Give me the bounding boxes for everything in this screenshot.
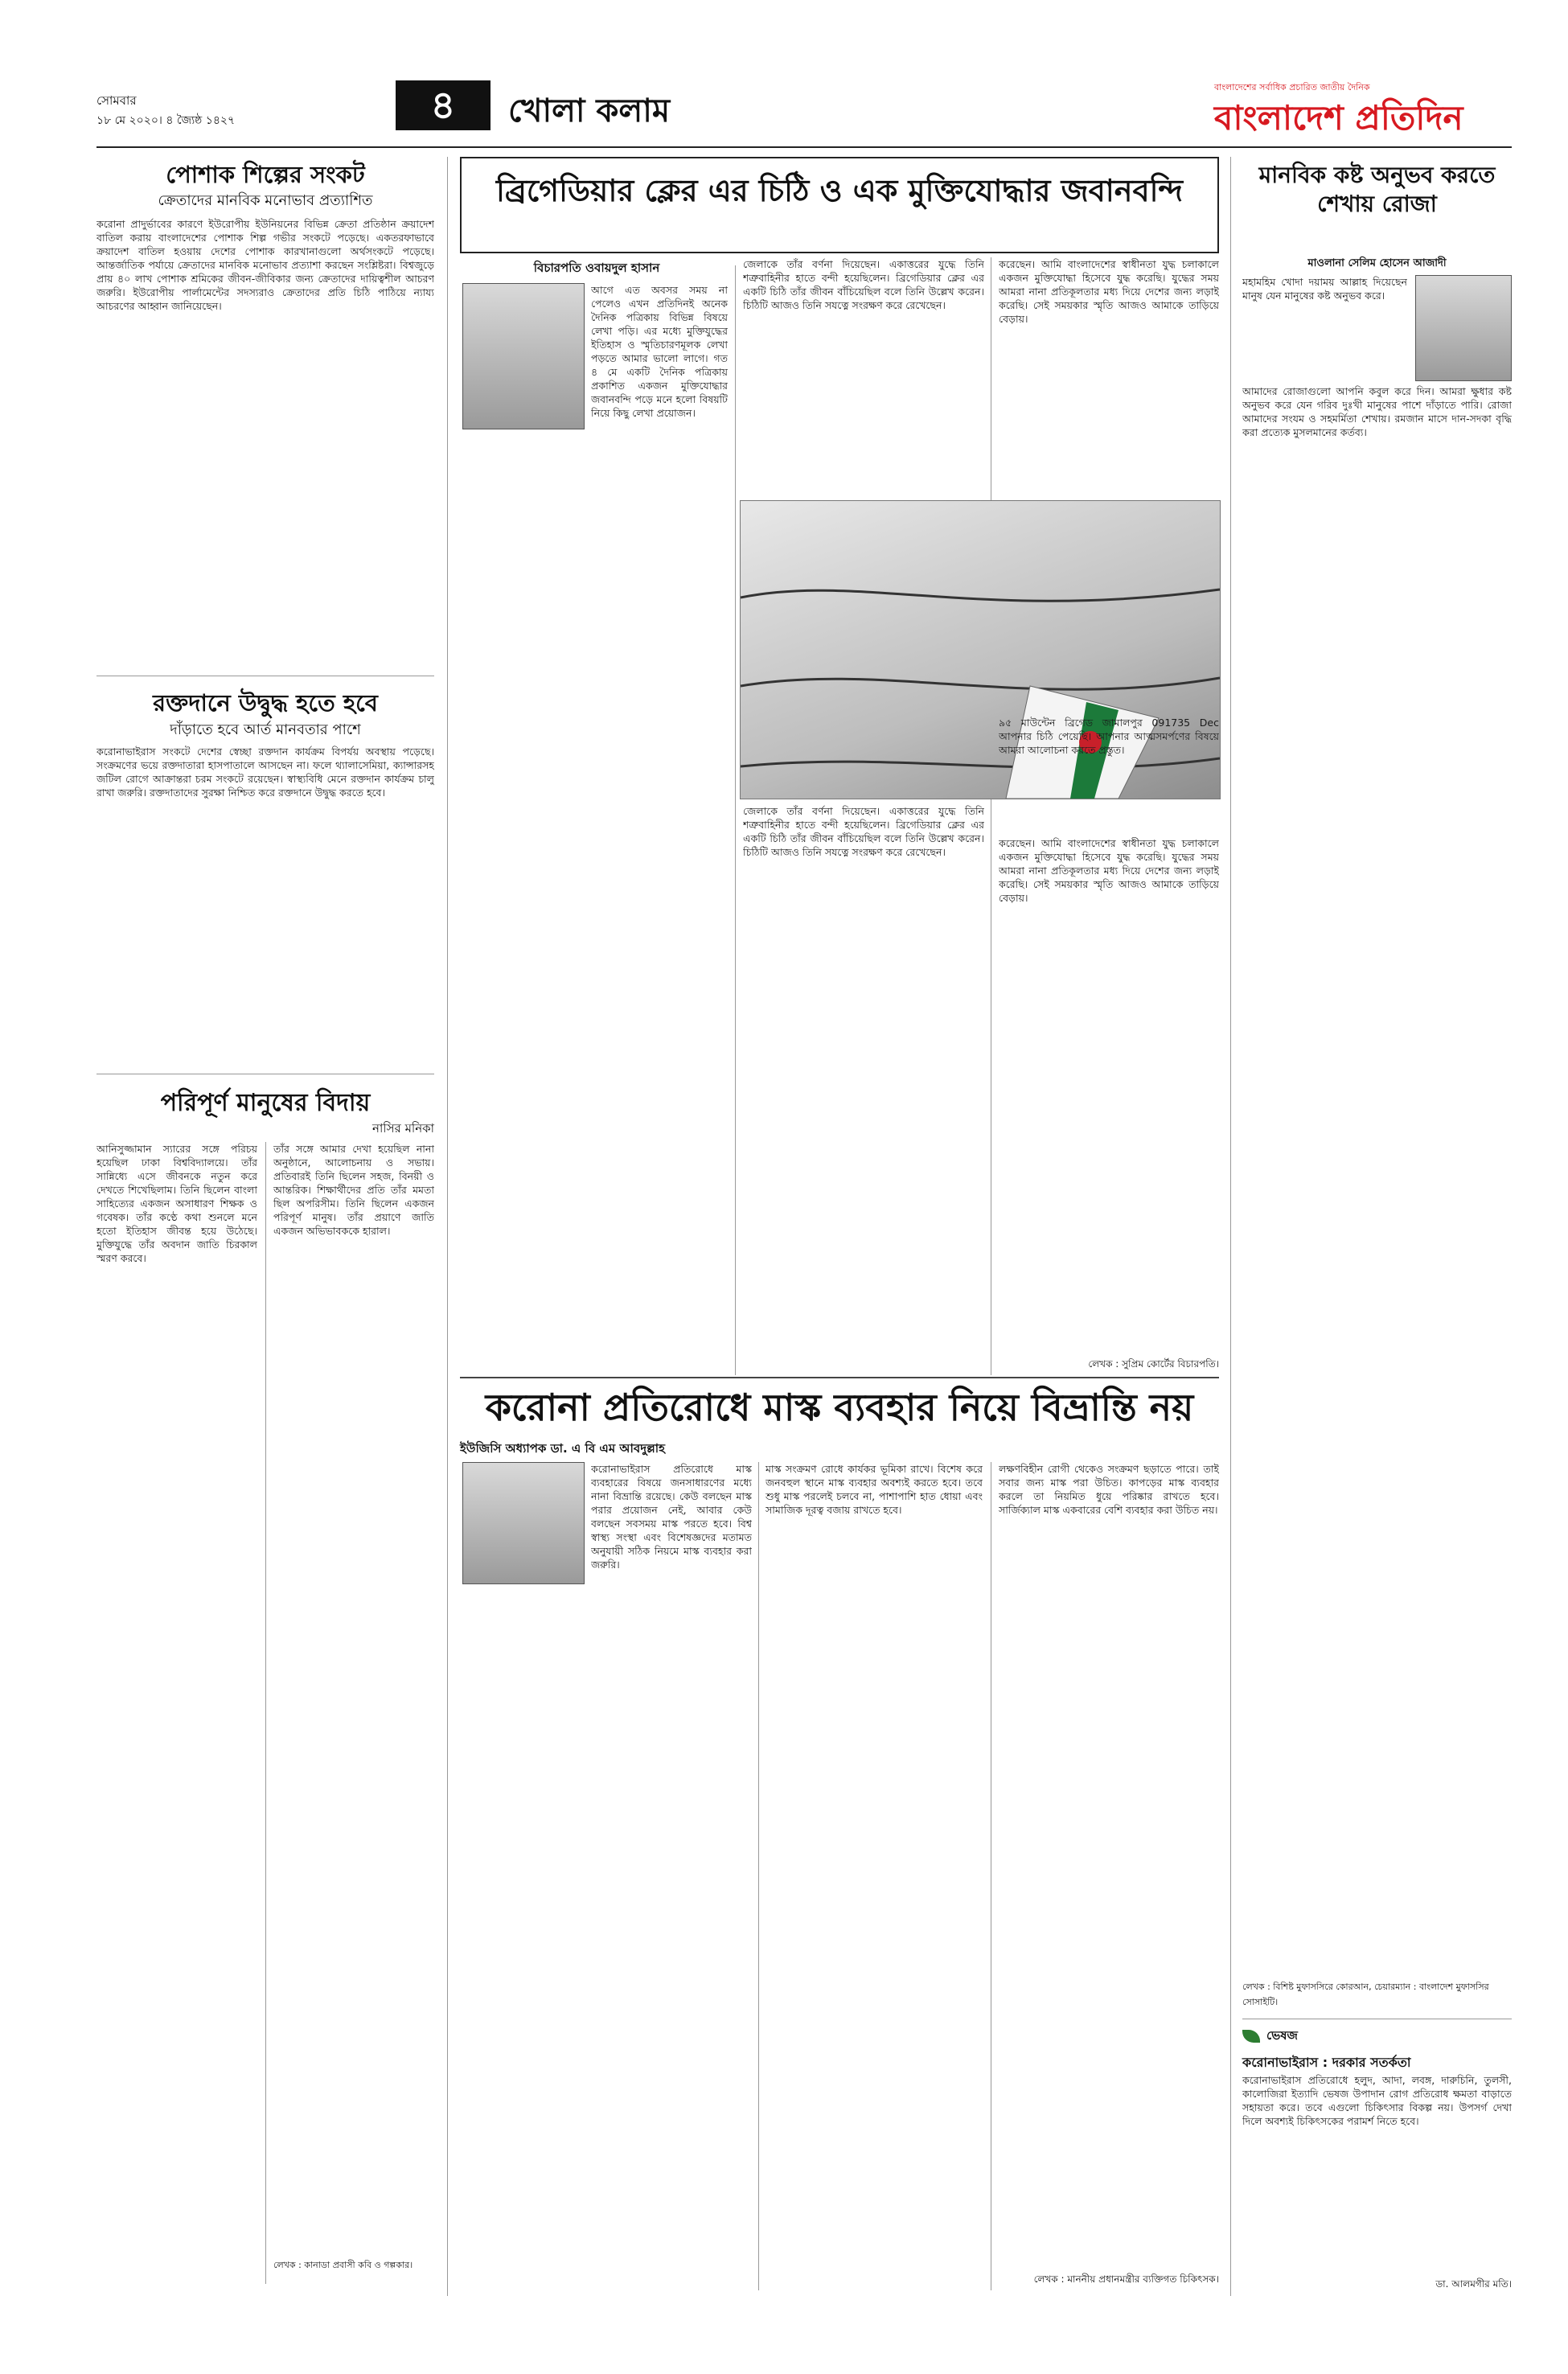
article-blood-donation: করোনাভাইরাস সংকটে দেশের স্বেচ্ছা রক্তদান কার্যক্রম বিপর্যয় অবস্থায় পড়েছে। সংক্রমণের ভয়ে রক্তদাতারা হাসপাতালে আসছেন না। ফলে থ্যালাসেমিয়া, ক্যান্সারসহ জটিল রোগে আক্রান্তরা চরম সংকটে রয়েছেন। স্বাস্থ্যবিধি মেনে রক্তদান কার্যক্রম চালু রাখা জরুরি। রক্তদাতাদের সুরক্ষা নিশ্চিত করে রক্তদানে উদ্বুদ্ধ করতে হবে। [96,745,434,799]
headline-herbal: করোনাভাইরাস : দরকার সতর্কতা [1242,2055,1411,2070]
article-garment-crisis: করোনা প্রাদুর্ভাবের কারণে ইউরোপীয় ইউনিয়নের বিভিন্ন ক্রেতা প্রতিষ্ঠান ক্রয়াদেশ বাতিল করায় বাংলাদেশের পোশাক শিল্প গভীর সংকটে পড়েছে। একতরফাভাবে ক্রয়াদেশ বাতিল হওয়ায় দেশের পোশাক কারখানাগুলো অর্থসংকটে পড়েছে। আন্তর্জাতিক পর্যায়ে ক্রেতাদের মানবিক মনোভাব প্রত্যাশা করছেন সংশ্লিষ্টরা। বিশ্বজুড়ে প্রায় ৪০ লাখ পোশাক শ্রমিকের জীবন-জীবিকার জন্য ক্রেতাদের দায়িত্বশীল আচরণ জরুরি। ইউরোপীয় পার্লামেন্টের সদস্যরাও ক্রেতাদের প্রতি চিঠি পাঠিয়ে ন্যায্য আচরণের আহ্বান জানিয়েছেন। [96,218,434,312]
byline-farewell: নাসির মনিকা [372,1121,434,1136]
masthead-rule [96,146,1512,148]
article-mask-col1: করোনাভাইরাস প্রতিরোধে মাস্ক ব্যবহারের বিষয়ে জনসাধারণের মধ্যে নানা বিভ্রান্তি রয়েছে। কেউ বলছেন মাস্ক পরার প্রয়োজন নেই, আবার কেউ বলছেন সবসময় মাস্ক পরতে হবে। বিশ্ব স্বাস্থ্য সংস্থা এবং বিশেষজ্ঞদের মতামত অনুযায়ী সঠিক নিয়মে মাস্ক ব্যবহার করা জরুরি। [591,1463,752,1571]
column-divider [1230,157,1231,2296]
headline-brigadier-letter-box [460,157,1219,253]
letter-quote: ৯৫ মাউন্টেন ব্রিগেড জামালপুর 091735 Dec আপনার চিঠি পেয়েছি। আপনার আত্মসমর্পণের বিষয়ে আমরা আলোচনা করতে প্রস্তুত। [999,717,1219,756]
subtitle-garment-crisis: ক্রেতাদের মানবিক মনোভাব প্রত্যাশিত [158,192,373,209]
writer-mask: লেখক : মাননীয় প্রধানমন্ত্রীর ব্যক্তিগত চিকিৎসক। [1033,2273,1219,2285]
byline-ramadan: মাওলানা সেলিম হোসেন আজাদী [1307,257,1447,269]
byline-mask-usage: ইউজিসি অধ্যাপক ডা. এ বি এম আবদুল্লাহ [460,1441,666,1456]
column-divider [735,265,736,1375]
article-farewell-col2: তাঁর সঙ্গে আমার দেখা হয়েছিল নানা অনুষ্ঠানে, আলোচনায় ও সভায়। প্রতিবারই তিনি ছিলেন সহজ, বিনয়ী ও আন্তরিক। শিক্ষার্থীদের প্রতি তাঁর মমতা ছিল অপরিসীম। তিনি ছিলেন একজন পরিপূর্ণ মানুষ। তাঁর প্রয়াণে জাতি একজন অভিভাবককে হারাল। [273,1143,434,1237]
page-number-box [396,80,491,130]
leaf-icon [1242,2030,1260,2043]
byline-brigadier-letter: বিচারপতি ওবায়দুল হাসান [533,261,660,275]
article-herbal: করোনাভাইরাস প্রতিরোধে হলুদ, আদা, লবঙ্গ, দারুচিনি, তুলসী, কালোজিরা ইত্যাদি ভেষজ উপাদান রোগ প্রতিরোধ ক্ষমতা বাড়াতে সহায়তা করে। তবে এগুলো চিকিৎসার বিকল্প নয়। উপসর্গ দেখা দিলে অবশ্যই চিকিৎসকের পরামর্শ নিতে হবে। [1242,2074,1512,2127]
author-photo-abdullah [462,1462,585,1584]
article-brigadier-col1: আগে এত অবসর সময় না পেলেও এখন প্রতিদিনই অনেক দৈনিক পত্রিকায় বিভিন্ন বিষয়ে লেখা পড়ি। এর মধ্যে মুক্তিযুদ্ধের ইতিহাস ও স্মৃতিচারণমূলক লেখা পড়তে আমার ভালো লাগে। গত ৪ মে একটি দৈনিক পত্রিকায় প্রকাশিত একজন মুক্তিযোদ্ধার জবানবন্দি পড়ে মনে হলো বিষয়টি নিয়ে কিছু লেখা প্রয়োজন। [591,284,728,419]
divider [460,1377,1219,1378]
article-farewell-col1: আনিসুজ্জামান স্যারের সঙ্গে পরিচয় হয়েছিল ঢাকা বিশ্ববিদ্যালয়ে। তাঁর সান্নিধ্যে এসে জীবনকে নতুন করে দেখতে শিখেছিলাম। তিনি ছিলেন বাংলা সাহিত্যের একজন অসাধারণ শিক্ষক ও গবেষক। তাঁর কণ্ঠে কথা শুনলে মনে হতো ইতিহাস জীবন্ত হয়ে উঠেছে। মুক্তিযুদ্ধে তাঁর অবদান জাতি চিরকাল স্মরণ করবে। [96,1143,257,1264]
article-brigadier-col3b: করেছেন। আমি বাংলাদেশের স্বাধীনতা যুদ্ধ চলাকালে একজন মুক্তিযোদ্ধা হিসেবে যুদ্ধ করেছি। যুদ্ধের সময় আমরা নানা প্রতিকূলতার মধ্য দিয়ে দেশের জন্য লড়াই করেছি। সেই সময়কার স্মৃতি আজও আমাকে তাড়িয়ে বেড়ায়। [999,837,1219,904]
paper-tagline: বাংলাদেশের সর্বাধিক প্রচারিত জাতীয় দৈনিক [1214,82,1370,92]
writer-herbal: ডা. আলমগীর মতি। [1435,2278,1512,2290]
article-mask-col3: লক্ষণবিহীন রোগী থেকেও সংক্রমণ ছড়াতে পারে। তাই সবার জন্য মাস্ক পরা উচিত। কাপড়ের মাস্ক ব্যবহার করলে তা নিয়মিত ধুয়ে পরিষ্কার রাখতে হবে। সার্জিক্যাল মাস্ক একবারের বেশি ব্যবহার করা উচিত নয়। [999,1463,1219,1516]
herbal-label: ভেষজ [1266,2027,1298,2043]
headline-garment-crisis: পোশাক শিল্পের সংকট [166,161,365,188]
headline-blood-donation: রক্তদানে উদ্বুদ্ধ হতে হবে [153,689,378,717]
masthead-date: ১৮ মে ২০২০। ৪ জ্যৈষ্ঠ ১৪২৭ [96,114,236,127]
masthead [96,74,1512,146]
writer-brigadier: লেখক : সুপ্রিম কোর্টের বিচারপতি। [1088,1358,1219,1370]
column-divider [265,1142,266,2284]
headline-ramadan: মানবিক কষ্ট অনুভব করতে শেখায় রোজা [1258,162,1496,217]
column-divider [447,157,448,2296]
article-ramadan-intro: মহামহিম খোদা দয়াময় আল্লাহ দিয়েছেন মানুষ যেন মানুষের কষ্ট অনুভব করে। [1242,276,1407,302]
herbal-badge [1242,2027,1298,2046]
article-ramadan-body: আমাদের রোজাগুলো আপনি কবুল করে দিন। আমরা ক্ষুধার কষ্ট অনুভব করে যেন গরিব দুঃখী মানুষের পাশে দাঁড়াতে পারি। রোজা আমাদের সংযম ও সহমর্মিতা শেখায়। রমজান মাসে দান-সদকা বৃদ্ধি করা প্রত্যেক মুসলমানের কর্তব্য। [1242,385,1512,438]
masthead-day: সোমবার [96,93,137,108]
article-brigadier-col2: জেলাকে তাঁর বর্ণনা দিয়েছেন। একাত্তরের যুদ্ধে তিনি শত্রুবাহিনীর হাতে বন্দী হয়েছিলেন। ব্রিগেডিয়ার ক্লের এর একটি চিঠি তাঁর জীবন বাঁচিয়েছিল বলে তিনি উল্লেখ করেন। চিঠিটি আজও তিনি সযত্নে সংরক্ষণ করে রেখেছেন। [743,258,984,311]
author-photo-obaidul [462,283,585,429]
headline-brigadier-letter: ব্রিগেডিয়ার ক্লের এর চিঠি ও এক মুক্তিযোদ্ধার জবানবন্দি [496,173,1183,208]
article-mask-col2: মাস্ক সংক্রমণ রোধে কার্যকর ভূমিকা রাখে। বিশেষ করে জনবহুল স্থানে মাস্ক ব্যবহার অবশ্যই করতে হবে। তবে শুধু মাস্ক পরলেই চলবে না, পাশাপাশি হাত ধোয়া এবং সামাজিক দূরত্ব বজায় রাখতে হবে। [766,1463,983,1516]
writer-farewell: লেখক : কানাডা প্রবাসী কবি ও গল্পকার। [273,2260,413,2270]
subtitle-blood-donation: দাঁড়াতে হবে আর্ত মানবতার পাশে [170,721,361,738]
headline-farewell: পরিপূর্ণ মানুষের বিদায় [160,1089,371,1117]
article-brigadier-col3: করেছেন। আমি বাংলাদেশের স্বাধীনতা যুদ্ধ চলাকালে একজন মুক্তিযোদ্ধা হিসেবে যুদ্ধ করেছি। যুদ্ধের সময় আমরা নানা প্রতিকূলতার মধ্য দিয়ে দেশের জন্য লড়াই করেছি। সেই সময়কার স্মৃতি আজও আমাকে তাড়িয়ে বেড়ায়। [999,258,1219,325]
writer-ramadan: লেখক : বিশিষ্ট মুফাসসিরে কোরআন, চেয়ারম্যান : বাংলাদেশ মুফাসসির সোসাইটি। [1242,1982,1489,2007]
section-label: খোলা কলাম [508,92,671,129]
author-photo-azadi [1415,275,1512,381]
column-divider [758,1462,759,2290]
page-number: ৪ [430,83,456,128]
article-brigadier-col2b: জেলাকে তাঁর বর্ণনা দিয়েছেন। একাত্তরের যুদ্ধে তিনি শত্রুবাহিনীর হাতে বন্দী হয়েছিলেন। ব্রিগেডিয়ার ক্লের এর একটি চিঠি তাঁর জীবন বাঁচিয়েছিল বলে তিনি উল্লেখ করেন। চিঠিটি আজও তিনি সযত্নে সংরক্ষণ করে রেখেছেন। [743,805,984,858]
headline-mask-usage: করোনা প্রতিরোধে মাস্ক ব্যবহার নিয়ে বিভ্রান্তি নয় [485,1386,1194,1429]
paper-logo: বাংলাদেশ প্রতিদিন [1214,98,1463,138]
